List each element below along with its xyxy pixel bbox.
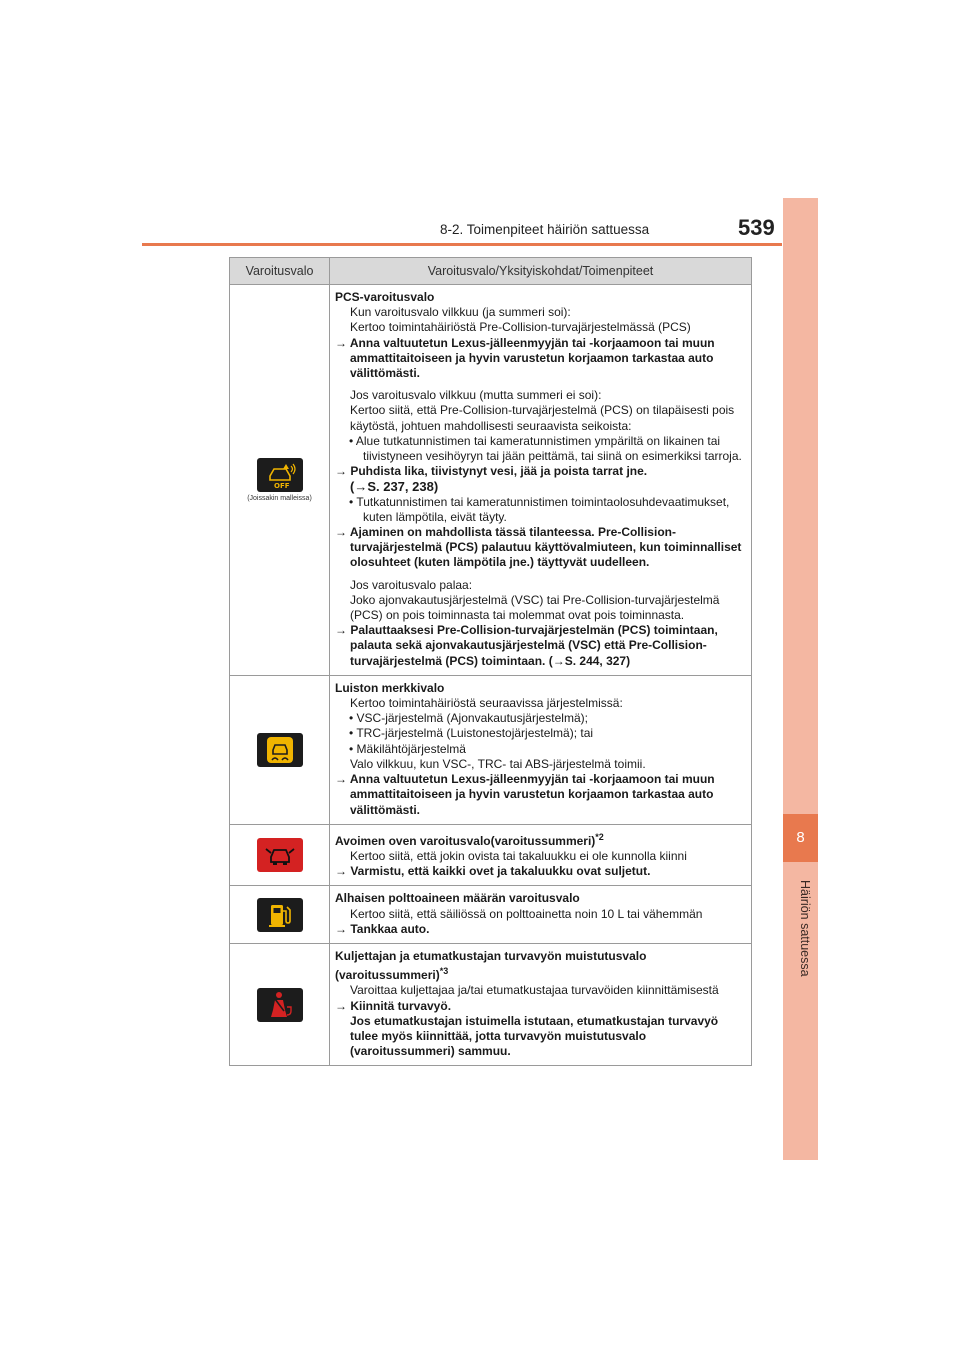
warning-light-table [229, 257, 752, 1066]
slip-icon-cell [230, 676, 330, 824]
paragraph: Kertoo toimintahäiriöstä seuraavissa järjestelmissä: [350, 696, 623, 711]
action-text: → Puhdista lika, tiivistynyt vesi, jää ja poista tarrat jne. [335, 464, 648, 479]
chapter-side-tab [783, 198, 818, 1160]
paragraph: Kertoo siitä, että säiliössä on polttoainetta noin 10 L tai vähemmän [350, 906, 703, 921]
action-text: → Kiinnitä turvavyö. [335, 998, 452, 1013]
paragraph: Jos varoitusvalo vilkkuu (mutta summeri ei soi): [350, 388, 602, 403]
row-title: PCS-varoitusvalo [335, 290, 435, 304]
paragraph: Joko ajonvakautusjärjestelmä (VSC) tai Pre-Collision-turvajärjestelmä (PCS) on pois toiminnasta tai molemmat ovat pois toiminnasta. [350, 592, 720, 623]
door-details [330, 825, 751, 886]
action-text: → Anna valtuutetun Lexus-jälleenmyyjän tai -korjaamoon tai muun ammattitaitoiseen ja hyvin varustetun korjaamon tarkastaa auto välittömästi. [335, 772, 715, 817]
bullet-item: • VSC-järjestelmä (Ajonvakautusjärjestelmä); [349, 711, 588, 726]
fuel-details [330, 886, 751, 943]
paragraph: Jos etumatkustajan istuimella istutaan, etumatkustajan turvavyö tulee myös kiinnittää, jotta turvavyön muistutusvalo (varoitussummeri) sammuu. [350, 1013, 719, 1059]
action-text: → Tankkaa auto. [335, 921, 430, 936]
table-row-seatbelt [230, 944, 751, 1065]
paragraph: Valo vilkkuu, kun VSC-, TRC- tai ABS-järjestelmä toimii. [350, 756, 646, 771]
seatbelt-icon-cell [230, 944, 330, 1065]
row-title: Luiston merkkivalo [335, 680, 445, 695]
fuel-pump-icon [257, 898, 303, 932]
page-number: 539 [738, 215, 775, 240]
seatbelt-details [330, 944, 751, 1065]
pcs-off-warning-icon [257, 458, 303, 492]
svg-text:OFF: OFF [273, 481, 290, 490]
table-row-slip [230, 676, 751, 825]
icon-note: (Joissakin malleissa) [247, 494, 312, 502]
action-text: → Anna valtuutetun Lexus-jälleenmyyjän tai -korjaamoon tai muun ammattitaitoiseen ja hyvin varustetun korjaamon tarkastaa auto välittömästi. [335, 335, 715, 381]
paragraph: Jos varoitusvalo palaa: [350, 577, 473, 592]
column-header-light: Varoitusvalo [230, 258, 330, 284]
seatbelt-reminder-icon [257, 988, 303, 1022]
column-header-details: Varoitusvalo/Yksityiskohdat/Toimenpiteet [427, 264, 654, 278]
paragraph: Kun varoitusvalo vilkkuu (ja summeri soi): [350, 305, 571, 320]
table-row-fuel [230, 886, 751, 944]
bullet-item: • TRC-järjestelmä (Luistonestojärjestelmä); tai [349, 726, 594, 741]
action-text: → Varmistu, että kaikki ovet ja takaluukku ovat suljetut. [335, 864, 651, 879]
fuel-icon-cell [230, 886, 330, 943]
action-text: → Ajaminen on mahdollista tässä tilanteessa. Pre-Collision-turvajärjestelmä (PCS) palautuu käyttövalmiuteen, kun toiminnalliset olosuhteet (kuten lämpötila jne.) täyttyvät uudelleen. [335, 525, 742, 570]
bullet-item: • Tutkatunnistimen tai kameratunnistimen toimintaolosuhdevaatimukset, kuten lämpötila, eivät täyty. [349, 494, 730, 524]
door-icon-cell [230, 825, 330, 886]
paragraph: Varoittaa kuljettajaa ja/tai etumatkustajaa turvavöiden kiinnittämisestä [350, 983, 719, 998]
page-reference: (→S. 237, 238) [350, 479, 439, 495]
paragraph: Kertoo siitä, että Pre-Collision-turvajärjestelmä (PCS) on tilapäisesti pois käytöstä, johtuen mahdollisesti seuraavista seikoista: [350, 403, 735, 433]
header-rule [142, 243, 782, 246]
row-title: Kuljettajan ja etumatkustajan turvavyön muistutusvalo (varoitussummeri)$^{*3}$ [335, 948, 647, 983]
chapter-label: Häiriön sattuessa [798, 880, 812, 977]
paragraph: Kertoo toimintahäiriöstä Pre-Collision-turvajärjestelmässä (PCS) [350, 320, 691, 335]
table-row-door [230, 825, 751, 887]
pcs-icon-cell [230, 285, 330, 675]
bullet-item: • Mäkilähtöjärjestelmä [349, 741, 466, 756]
section-title: 8-2. Toimenpiteet häiriön sattuessa [440, 222, 650, 237]
paragraph: Kertoo siitä, että jokin ovista tai takaluukku ei ole kunnolla kiinni [350, 848, 687, 863]
slip-indicator-icon [257, 733, 303, 767]
row-title: Avoimen oven varoitusvalo(varoitussummeri)$^{*2}$ [335, 831, 604, 848]
pcs-details [330, 285, 751, 675]
slip-details [330, 676, 751, 824]
bullet-item: • Alue tutkatunnistimen tai kameratunnistimen ympäriltä on likainen tai tiivistyneen vesihöyryn tai jään peittämä, tai siinä on esimerkiksi tarroja. [349, 433, 742, 464]
table-row-pcs [230, 285, 751, 676]
action-text: → Palauttaaksesi Pre-Collision-turvajärjestelmän (PCS) toimintaan, palauta sekä ajonvakautusjärjestelmä (VSC) että Pre-Collision-turvajärjestelmä (PCS) toimintaan. (→S. 244, 327) [335, 623, 718, 668]
chapter-number: 8 [783, 814, 818, 862]
table-header [230, 258, 751, 285]
row-title: Alhaisen polttoaineen määrän varoitusvalo [335, 891, 580, 906]
door-open-warning-icon [257, 838, 303, 872]
